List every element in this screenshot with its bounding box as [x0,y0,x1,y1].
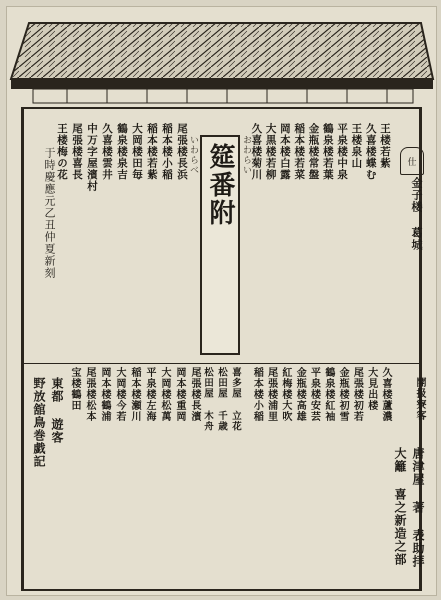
list-item: 尾張楼喜長 [71,123,83,181]
list-item: 尾張楼浦里 [265,367,277,422]
list-item: 大岡楼今若 [114,367,125,422]
list-item: 紅梅楼大吹 [279,367,291,422]
list-item: 平泉楼安芸 [308,367,320,422]
list-item: 金瓶楼高雄 [294,367,306,422]
list-item: 平泉楼中泉 [336,123,349,181]
list-item: 尾張楼松本 [84,367,95,422]
list-item: 稲本楼小稲 [251,367,263,422]
list-item: 中万字屋濱村 [86,123,98,192]
list-item: 大見出楼 [365,367,377,411]
right-top-mark: 仕 [400,147,424,175]
list-item: 鶴泉楼紅袖 [322,367,334,422]
right-board-label: 開扱寮客 [414,377,425,421]
list-item: 久喜楼雲井 [101,123,113,181]
list-item: 鶴泉楼泉吉 [116,123,128,181]
lower-left-columns [67,367,199,587]
list-item: 宝楼鶴田 [69,367,80,411]
list-item: 王楼泉山 [350,123,363,169]
list-item: 松田屋 千歳 [216,367,227,432]
list-item: 金瓶楼初雪 [337,367,349,422]
list-item: 久喜楼菊川 [250,123,263,181]
right-name-label: 金子楼 葛城 [410,177,423,251]
list-item: 久喜楼蘆濃 [380,367,391,422]
list-item: 鶴泉楼若葉 [321,123,334,181]
center-subtitle-left: いわらべ [188,135,198,175]
list-item: 岡本楼鶴浦 [99,367,110,422]
list-item: 尾張楼初若 [351,367,363,422]
publisher-line-2: 野放舘鳥巻戯記 [32,377,46,468]
list-item: 平泉楼左海 [144,367,155,422]
upper-right-columns [250,123,390,363]
list-item: 岡本楼白露 [278,123,291,181]
publisher-block [23,377,63,587]
lower-right-columns [250,367,390,587]
list-item: 喜多屋 立花 [230,367,241,432]
list-item: 金瓶楼常盤 [307,123,320,181]
center-title-box [200,135,240,355]
list-item: 大黒楼若柳 [264,123,277,181]
center-subtitle-right: おわらい [241,135,251,175]
list-item: 稲本楼小稲 [161,123,173,181]
list-item: 稲本楼瀬川 [129,367,140,422]
list-item: 王楼梅の花 [56,123,68,181]
lower-center-columns [200,367,240,587]
list-item: 久喜楼蝶む [364,123,377,181]
document-title: 筵番附 [205,143,235,227]
list-item: 岡本楼重岡 [174,367,185,422]
roof-illustration [7,17,436,109]
date-notice-text: 于時慶應元乙丑仲夏新刻 [43,147,56,279]
writer-line-2: 大籬 喜之新造之部 [393,447,407,566]
list-item: 王楼若紫 [379,123,391,169]
list-item: 松田屋 木舟 [202,367,213,432]
date-notice [17,147,55,307]
list-item: 大岡楼松萬 [159,367,170,422]
writer-line-1: 唐津屋 著 表助拝 [411,447,425,568]
upper-left-columns [55,123,187,363]
list-item: 稲本楼若紫 [146,123,158,181]
list-item: 尾張楼長浜 [176,123,188,181]
list-item: 大岡楼田毎 [131,123,143,181]
section-divider [21,363,422,364]
list-item: 尾張楼長濱 [189,367,200,422]
list-item: 稲本楼若菜 [293,123,306,181]
publisher-line-1: 東都 遊客 [50,377,64,444]
broadsheet [6,6,437,596]
